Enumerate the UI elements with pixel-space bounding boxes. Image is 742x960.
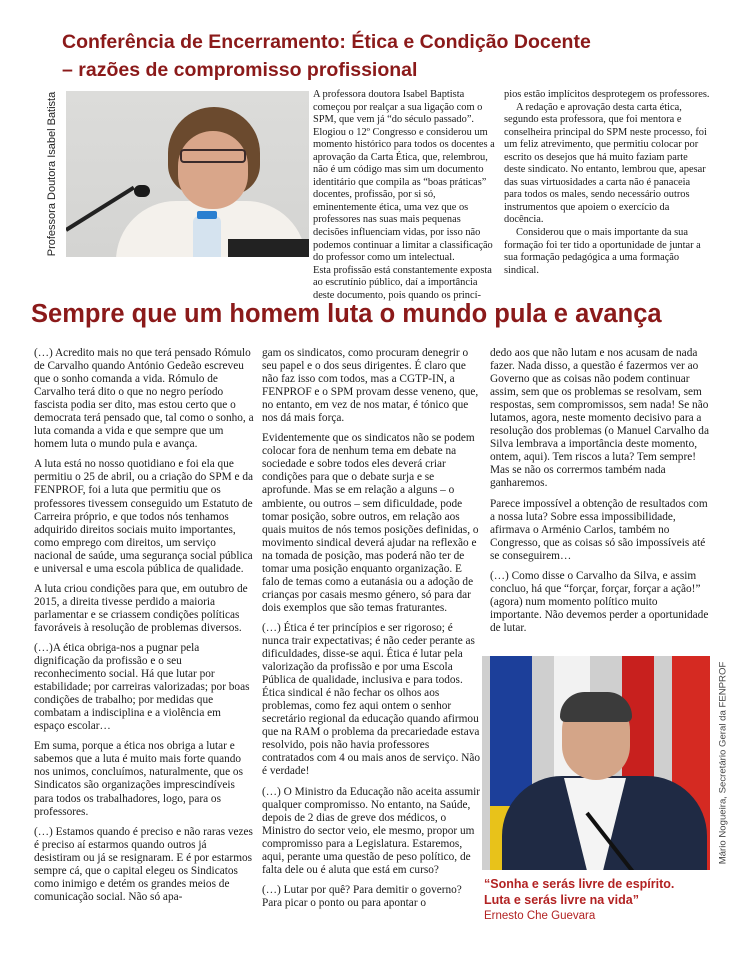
body-paragraph: (…) Como disse o Carvalho da Silva, e assim concluo, há que “forçar, forçar, forçar a ação!” (agora) num momento político muito importante. Não devemos perder a oportunidade de lutar.	[490, 569, 709, 634]
quote-line-1: “Sonha e serás livre de espírito.	[484, 877, 675, 891]
body-paragraph: dedo aos que não lutam e nos acusam de nada fazer. Nada disso, a questão é fazermos ver ao Governo que as coisas não podem continuar assim, sem que os problemas se resolvam, sem respostas, sem compromissos, sem nada! Se não lutamos, agora, neste momento decisivo para a resolução dos problemas (o Manuel Carvalho da Silva lembrava a importância deste momento, ontem, aqui). Tem riscos a luta? Tem sempre! Mas se não os corrermos também nada ganharemos.	[490, 347, 709, 490]
photo-figure-face	[178, 131, 248, 209]
water-bottle-icon	[193, 216, 221, 257]
body-paragraph: gam os sindicatos, como procuram denegrir o seu papel e o dos seus dirigentes. É claro que não faz isso com todos, mas a CGTP-IN, a FENPROF e o SPM provam desse veneno, que, no entanto, em vez de nos matar, é tónico que nos dá mais força.	[262, 347, 479, 425]
microphone-head-icon	[134, 185, 150, 197]
section-headline: Sempre que um homem luta o mundo pula e avança	[31, 300, 662, 328]
intro-column-1	[313, 89, 497, 302]
body-paragraph: A luta criou condições para que, em outubro de 2015, a direita tivesse perdido a maioria parlamentar e se criassem condições políticas favoráveis à resolução de problemas diversos.	[34, 582, 248, 634]
quote-line-2: Luta e serás livre na vida”	[484, 892, 639, 907]
body-column-3	[490, 347, 712, 642]
body-paragraph: (…) Estamos quando é preciso e não raras vezes é preciso aí estarmos quando outros já desistiram ou já se resignaram. E é por estarmos sempre cá, que o capital elegeu os Sindicatos como inimigo e detém os grandes meios de comunicação social. Não só apa-	[34, 825, 253, 903]
body-paragraph: Em suma, porque a ética nos obriga a lutar e sabemos que a luta é muito mais forte quando nos unimos, concluímos, naturalmente, que os Sindicatos são organizações imprescindíveis para todos os trabalhadores, logo, para os professores.	[34, 740, 243, 818]
quote-author: Ernesto Che Guevara	[484, 910, 596, 922]
body-paragraph: (…)A ética obriga-nos a pugnar pela dignificação da profissão e o seu reconhecimento social. Há que lutar por estabilidade; por carreiras valorizadas; por boas condições de trabalho; por medidas que combatam a indisciplina e a violência em espaço escolar…	[34, 641, 250, 733]
body-paragraph: (…) Ética é ter princípios e ser rigoroso; é nunca trair expectativas; é não ceder perante as dificuldades, disse-se aqui. Ética é lutar pela valorização da profissão e por uma Escola Pública de qualidade, inclusiva e para todos. Ética sindical é não fechar os olhos aos problemas, como fez aqui ontem o senhor secretário regional da educação quando afirmou que na RAM o problema da precariedade estava resolvido, pois não havia professores contratados com 4 ou mais anos de serviço. Não é verdade!	[262, 621, 481, 778]
body-paragraph: (…) O Ministro da Educação não aceita assumir qualquer compromisso. No entanto, na Saúde, depois de 2 dias de greve dos médicos, o Ministro do sector veio, ele mesmo, propor um compromisso para a Legislatura. Estaremos, aqui, perante uma questão de peso político, de falta dele ou é aluta que está em curso?	[262, 785, 481, 876]
photo-caption-top-text: Professora Doutora Isabel Batista	[46, 91, 58, 257]
body-paragraph: (…) Lutar por quê? Para demitir o governo? Para picar o ponto ou para apontar o	[262, 883, 462, 909]
photo-caption-bottom	[712, 656, 734, 870]
body-column-2	[262, 347, 482, 917]
intro-paragraph: pios estão implícitos desprotegem os professores.	[504, 89, 710, 100]
bottle-cap-icon	[197, 211, 217, 219]
pull-quote	[484, 877, 674, 924]
photo-caption-top	[42, 91, 62, 257]
photo-figure-hair	[560, 692, 632, 722]
photo-caption-bottom-text: Mário Nogueira, Secretário Geral da FENPROF	[717, 661, 729, 865]
body-paragraph: (…) Acredito mais no que terá pensado Rómulo de Carvalho quando António Gedeão escreveu que o sonho comanda a vida. Rómulo de Carvalho terá dito o que no negro período fascista podia ser dito, mas estou certo que o democrata terá pensado que, tal como o sonho, a luta comanda a vida e que sempre que um homem luta o mundo pula e avança.	[34, 347, 254, 451]
body-paragraph: Parece impossível a obtenção de resultados com a nossa luta? Sobre essa impossibilidade, afirmava o Arménio Carlos, também no Congresso, que as coisas só são impossíveis até se conseguirem…	[490, 497, 708, 562]
photo-isabel-batista	[66, 91, 309, 257]
microphone-icon	[66, 186, 135, 232]
intro-paragraph: Considerou que o mais importante da sua formação foi ter tido a oportunidade de juntar a sua formação pedagógica a uma formação sindical.	[504, 227, 701, 276]
glasses-icon	[180, 149, 246, 163]
body-paragraph: A luta está no nosso quotidiano e foi ela que permitiu o 25 de abril, ou a criação do SPM e da FENPROF, foi a luta que permitiu que os professores tivessem conseguido um Estatuto de Carreira próprio, e que todos nós tenhamos adquirido direitos sociais muito importantes, como emprego com direitos, um serviço nacional de saúde, uma segurança social pública e universal e uma escola pública de qualidade.	[34, 458, 253, 575]
intro-paragraph: Esta profissão está constantemente exposta ao escrutínio público, daí a importância deste documento, pois quando os princí-	[313, 264, 492, 301]
desk-phone-icon	[228, 239, 309, 257]
article-title	[62, 28, 662, 84]
body-column-1	[34, 347, 254, 911]
intro-paragraph: A redação e aprovação desta carta ética, segundo esta professora, que foi mentora e conselheira principal do SPM neste processo, foi um feliz atrevimento, que permitiu colocar por escrito os desejos que há muito faziam parte deste sindicato. No entanto, lembrou que, apesar das suas virtuosidades a carta não é panaceia para todos os males, sendo necessário outros instrumentos que apoiem o exercício da docência.	[504, 101, 707, 226]
photo-mario-nogueira	[482, 656, 710, 870]
body-paragraph: Evidentemente que os sindicatos não se podem colocar fora de nenhum tema em debate na sociedade e sobre todos eles deverá criar condições para que o debate surja e se aprofunde. Mas se em relação a alguns – o ambiente, ou outros – sem dificuldade, pode tomar posição, sobre outros, em relação aos quais muitos de nós temos posições definidas, o movimento sindical deverá ajudar na reflexão e na tomada de posição, mas poderá não ter de tomar uma posição enquanto organização. E falo de temas como a eutanásia ou a adoção de crianças por casais mesmo género, só para dar dois exemplos que são temas fraturantes.	[262, 432, 479, 614]
intro-column-2	[504, 89, 710, 277]
article-title-line1: Conferência de Encerramento: Ética e Condição Docente	[62, 31, 591, 53]
intro-paragraph: A professora doutora Isabel Baptista começou por realçar a sua ligação com o SPM, que vem já “do século passado”. Elogiou o 12º Congresso e considerou um momento histórico para todos os docentes a aprovação da Carta Ética, que, relembrou, não é um código mas sim um documento identitário que compila as “boas práticas” docentes, profissão, por si só, eminentemente ética, uma vez que os professores nas suas mais pequenas decisões influenciam vidas, por isso não podemos continuar a limitar a classificação do professor como um intelectual.	[313, 89, 495, 264]
article-title-line2: – razões de compromisso profissional	[62, 59, 418, 81]
